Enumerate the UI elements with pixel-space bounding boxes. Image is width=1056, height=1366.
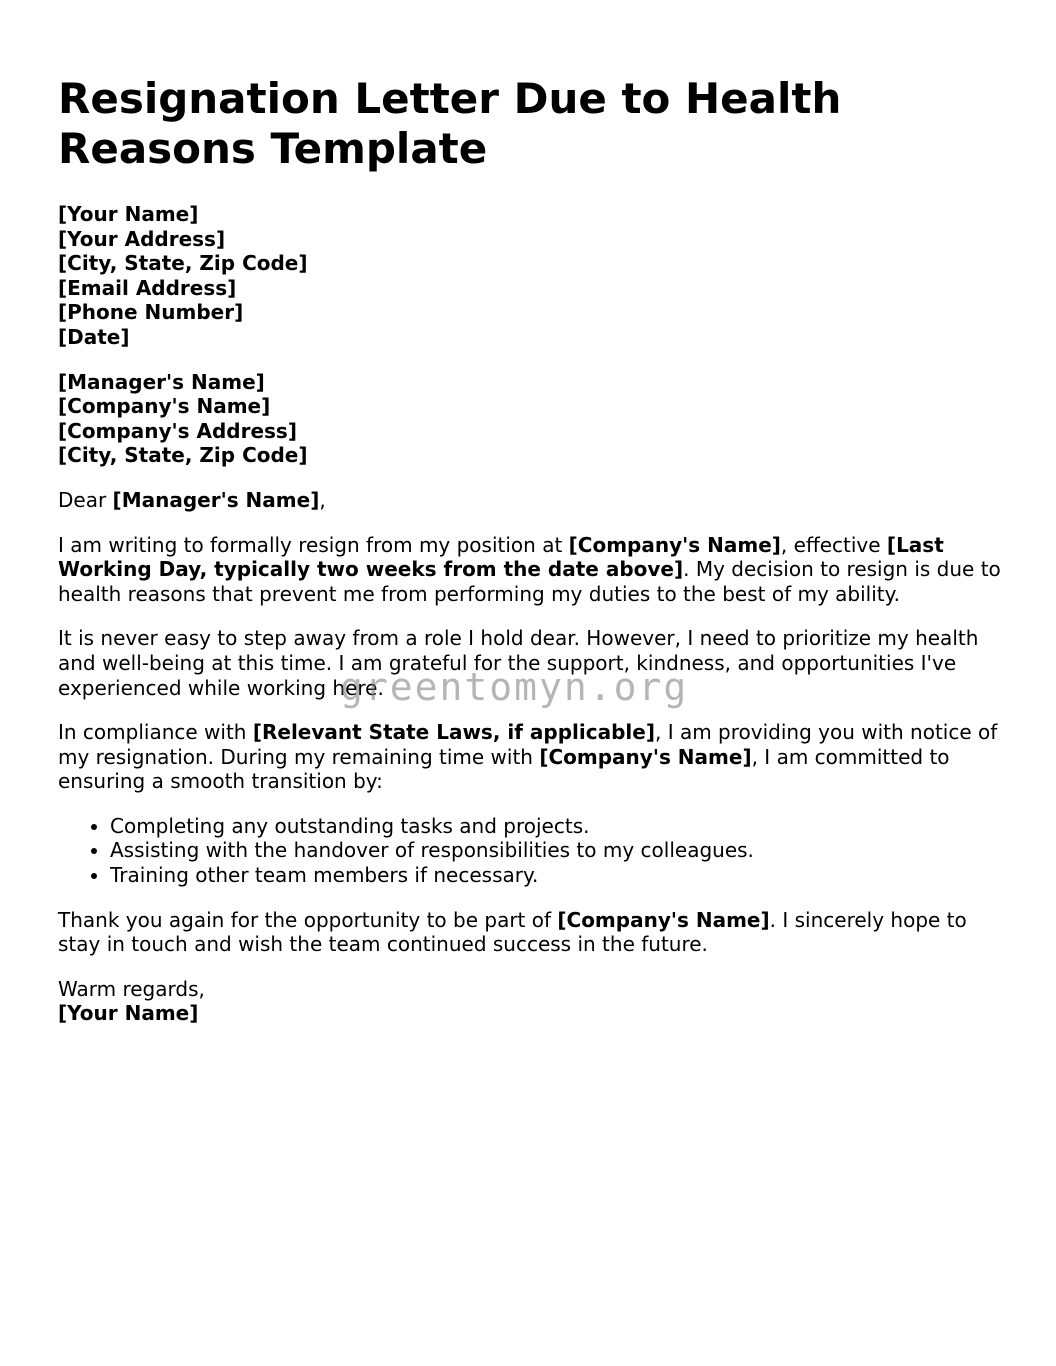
transition-list <box>58 814 1008 888</box>
recipient-address: [Company's Address] <box>58 418 297 443</box>
salutation <box>58 488 1008 513</box>
para4-text1: Thank you again for the opportunity to be part of <box>58 907 558 932</box>
closing-text: Warm regards, <box>58 976 205 1001</box>
salutation-name: [Manager's Name] <box>112 487 320 512</box>
para1-text1: I am writing to formally resign from my position at <box>58 532 569 557</box>
para4-text2: . I sincerely hope to stay in touch and wish the team continued success in the future. <box>58 907 967 957</box>
sender-address: [Your Address] <box>58 226 226 251</box>
list-item: • Assisting with the handover of responsibilities to my colleagues. <box>110 838 1008 863</box>
sender-block <box>58 202 1008 350</box>
salutation-prefix: Dear <box>58 487 113 512</box>
para3-text3: , I am committed to ensuring a smooth transition by: <box>58 744 950 794</box>
recipient-company: [Company's Name] <box>58 394 271 419</box>
salutation-suffix: , <box>319 487 326 512</box>
sender-date: [Date] <box>58 324 130 349</box>
sender-phone: [Phone Number] <box>58 300 244 325</box>
paragraph-gratitude: It is never easy to step away from a role I hold dear. However, I need to prioritize my health and well-being at this time. I am grateful for the support, kindness, and opportunities I've experienced while working here. <box>58 626 979 700</box>
recipient-city: [City, State, Zip Code] <box>58 443 308 468</box>
para3-text2: , I am providing you with notice of my resignation. During my remaining time with <box>58 720 998 769</box>
recipient-manager: [Manager's Name] <box>58 369 265 394</box>
sender-email: [Email Address] <box>58 275 237 300</box>
para1-company: [Company's Name] <box>568 532 781 557</box>
list-item: • Completing any outstanding tasks and projects. <box>110 814 1008 839</box>
closing-block <box>58 977 1008 1026</box>
letter-page <box>58 74 1008 1026</box>
para1-text2: , effective <box>780 532 887 557</box>
para3-company: [Company's Name] <box>539 744 752 769</box>
signature-name: [Your Name] <box>58 1001 199 1026</box>
document-title: Resignation Letter Due to Health Reasons Template <box>58 74 842 173</box>
para3-text1: In compliance with <box>58 720 253 745</box>
list-item: • Training other team members if necessary. <box>110 863 1008 888</box>
recipient-block <box>58 370 1008 468</box>
sender-city: [City, State, Zip Code] <box>58 251 308 276</box>
paragraph-compliance <box>58 720 1008 794</box>
paragraph-thanks <box>58 908 1008 957</box>
sender-name: [Your Name] <box>58 202 199 226</box>
para4-company: [Company's Name] <box>557 907 770 932</box>
paragraph-resignation <box>58 533 1008 607</box>
para3-laws: [Relevant State Laws, if applicable] <box>252 720 655 745</box>
para1-last-day: [Last Working Day, typically two weeks from the date above] <box>58 532 944 582</box>
watermark: greentomyn.org <box>340 665 689 709</box>
para1-text3: . My decision to resign is due to health reasons that prevent me from performing my duties to the best of my ability. <box>58 557 1001 606</box>
